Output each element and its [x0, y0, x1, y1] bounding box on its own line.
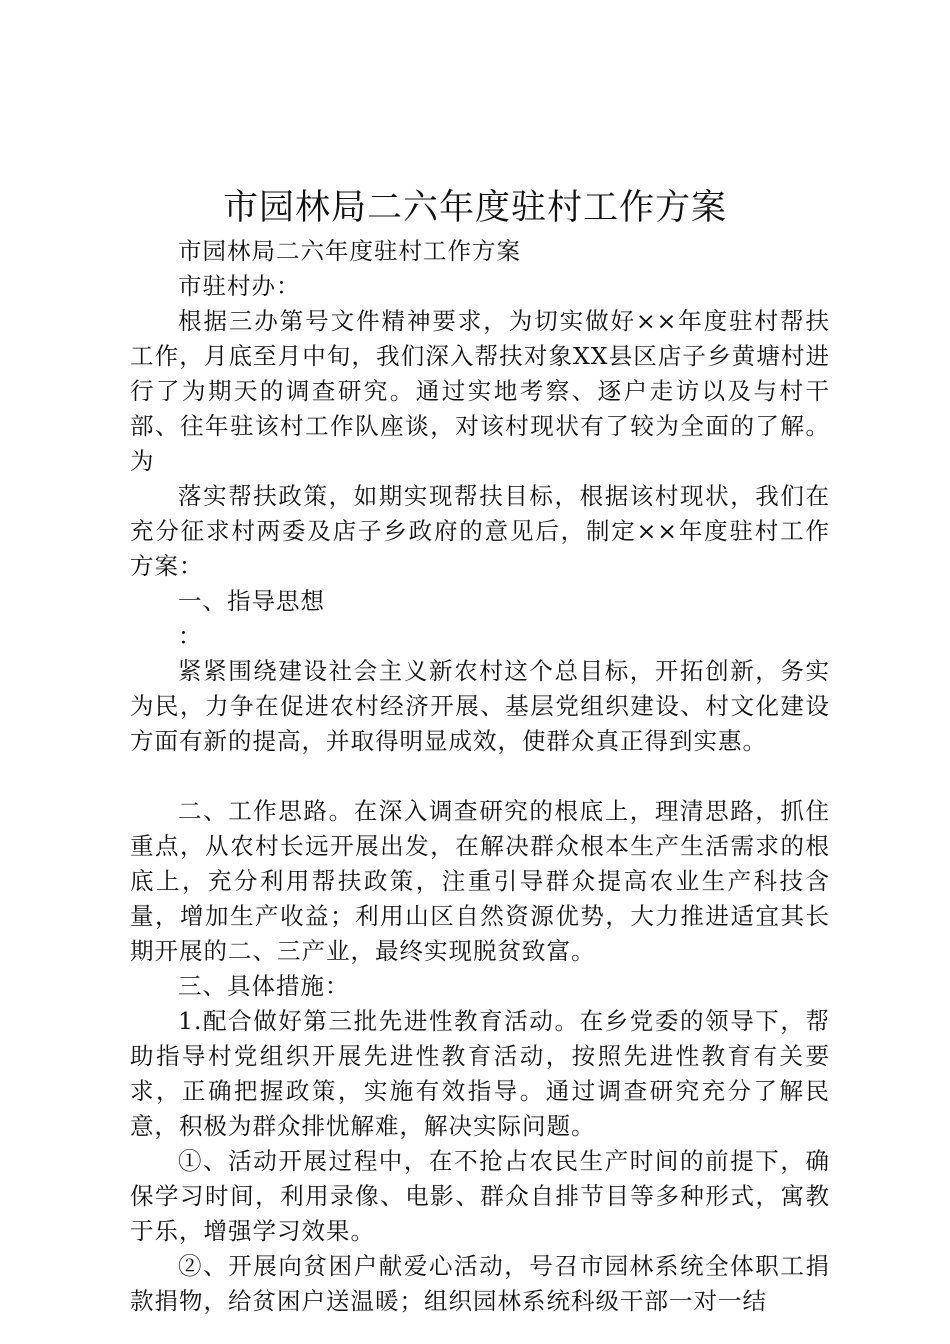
paragraph-purpose: 落实帮扶政策，如期实现帮扶目标，根据该村现状，我们在充分征求村两委及店子乡政府的意见后，制定××年度驻村工作方案： — [130, 482, 830, 580]
paragraph-intro: 根据三办第号文件精神要求，为切实做好××年度驻村帮扶工作，月底至月中旬，我们深入帮扶对象XX县区店子乡黄塘村进行了为期天的调查研究。通过实地考察、逐户走访以及与村干部、往年驻该村工作队座谈，对该村现状有了较为全面的了解。为 — [130, 307, 830, 475]
blank-line — [130, 759, 830, 794]
paragraph-work-approach: 二、工作思路。在深入调查研究的根底上，理清思路，抓住重点，从农村长远开展出发，在解决群众根本生产生活需求的根底上，充分利用帮扶政策，注重引导群众提高农业生产科技含量，增加生产收益；利用山区自然资源优势，大力推进适宜其长期开展的二、三产业，最终实现脱贫致富。 — [130, 797, 830, 965]
body-heading: 市园林局二六年度驻村工作方案 — [178, 237, 521, 265]
stray-colon: ： — [178, 622, 203, 650]
paragraph-goal: 紧紧围绕建设社会主义新农村这个总目标，开拓创新，务实为民，力争在促进农村经济开展、基层党组织建设、村文化建设方面有新的提高，并取得明显成效，使群众真正得到实惠。 — [130, 657, 830, 755]
section-heading-measures: 三、具体措施： — [178, 972, 350, 1000]
paragraph-measure-1-a: ①、活动开展过程中，在不抢占农民生产时间的前提下，确保学习时间，利用录像、电影、群众自排节目等多种形式，寓教于乐，增强学习效果。 — [130, 1147, 830, 1245]
document-body — [130, 234, 830, 1319]
section-heading-guiding-thought: 一、指导思想 — [178, 587, 325, 615]
addressee: 市驻村办： — [178, 272, 301, 300]
document-title: 市园林局二六年度驻村工作方案 — [222, 188, 727, 228]
paragraph-measure-1-b: ②、开展向贫困户献爱心活动，号召市园林系统全体职工捐款捐物，给贫困户送温暖；组织园林系统科级干部一对一结 — [130, 1252, 830, 1315]
paragraph-measure-1: 1.配合做好第三批先进性教育活动。在乡党委的领导下，帮助指导村党组织开展先进性教育活动，按照先进性教育有关要求，正确把握政策，实施有效指导。通过调查研究充分了解民意，积极为群众排忧解难，解决实际问题。 — [130, 1007, 830, 1140]
